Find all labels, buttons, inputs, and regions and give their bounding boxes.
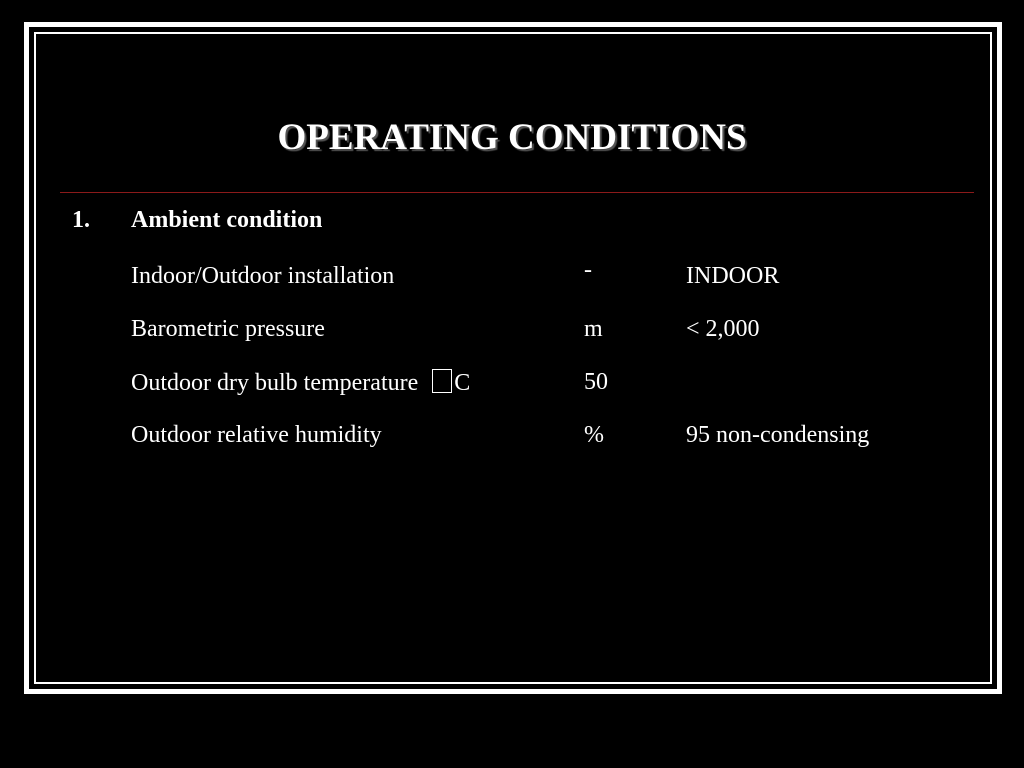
condition-value: < 2,000 xyxy=(686,316,760,342)
slide-title: OPERATING CONDITIONS xyxy=(277,117,747,158)
section-heading: Ambient condition xyxy=(131,207,323,233)
condition-row-pressure xyxy=(0,316,1024,350)
condition-row-temperature xyxy=(0,369,1024,403)
condition-unit: m xyxy=(584,316,603,342)
degree-symbol-icon xyxy=(432,369,452,393)
condition-unit: 50 xyxy=(584,369,608,395)
condition-row-humidity xyxy=(0,422,1024,456)
title-divider xyxy=(60,192,974,193)
condition-label-text: Outdoor dry bulb temperature xyxy=(131,370,419,396)
condition-label: Barometric pressure xyxy=(131,316,325,342)
condition-value: INDOOR xyxy=(686,263,780,289)
section-number: 1. xyxy=(72,207,90,233)
condition-value: 95 non-condensing xyxy=(686,422,870,448)
condition-label-with-unit xyxy=(131,369,470,397)
condition-unit: % xyxy=(584,422,604,448)
condition-label: Indoor/Outdoor installation xyxy=(131,263,395,289)
condition-inline-unit: C xyxy=(454,370,471,396)
condition-row-installation xyxy=(0,257,1024,297)
condition-unit: - xyxy=(584,257,592,283)
condition-label: Outdoor relative humidity xyxy=(131,422,382,448)
